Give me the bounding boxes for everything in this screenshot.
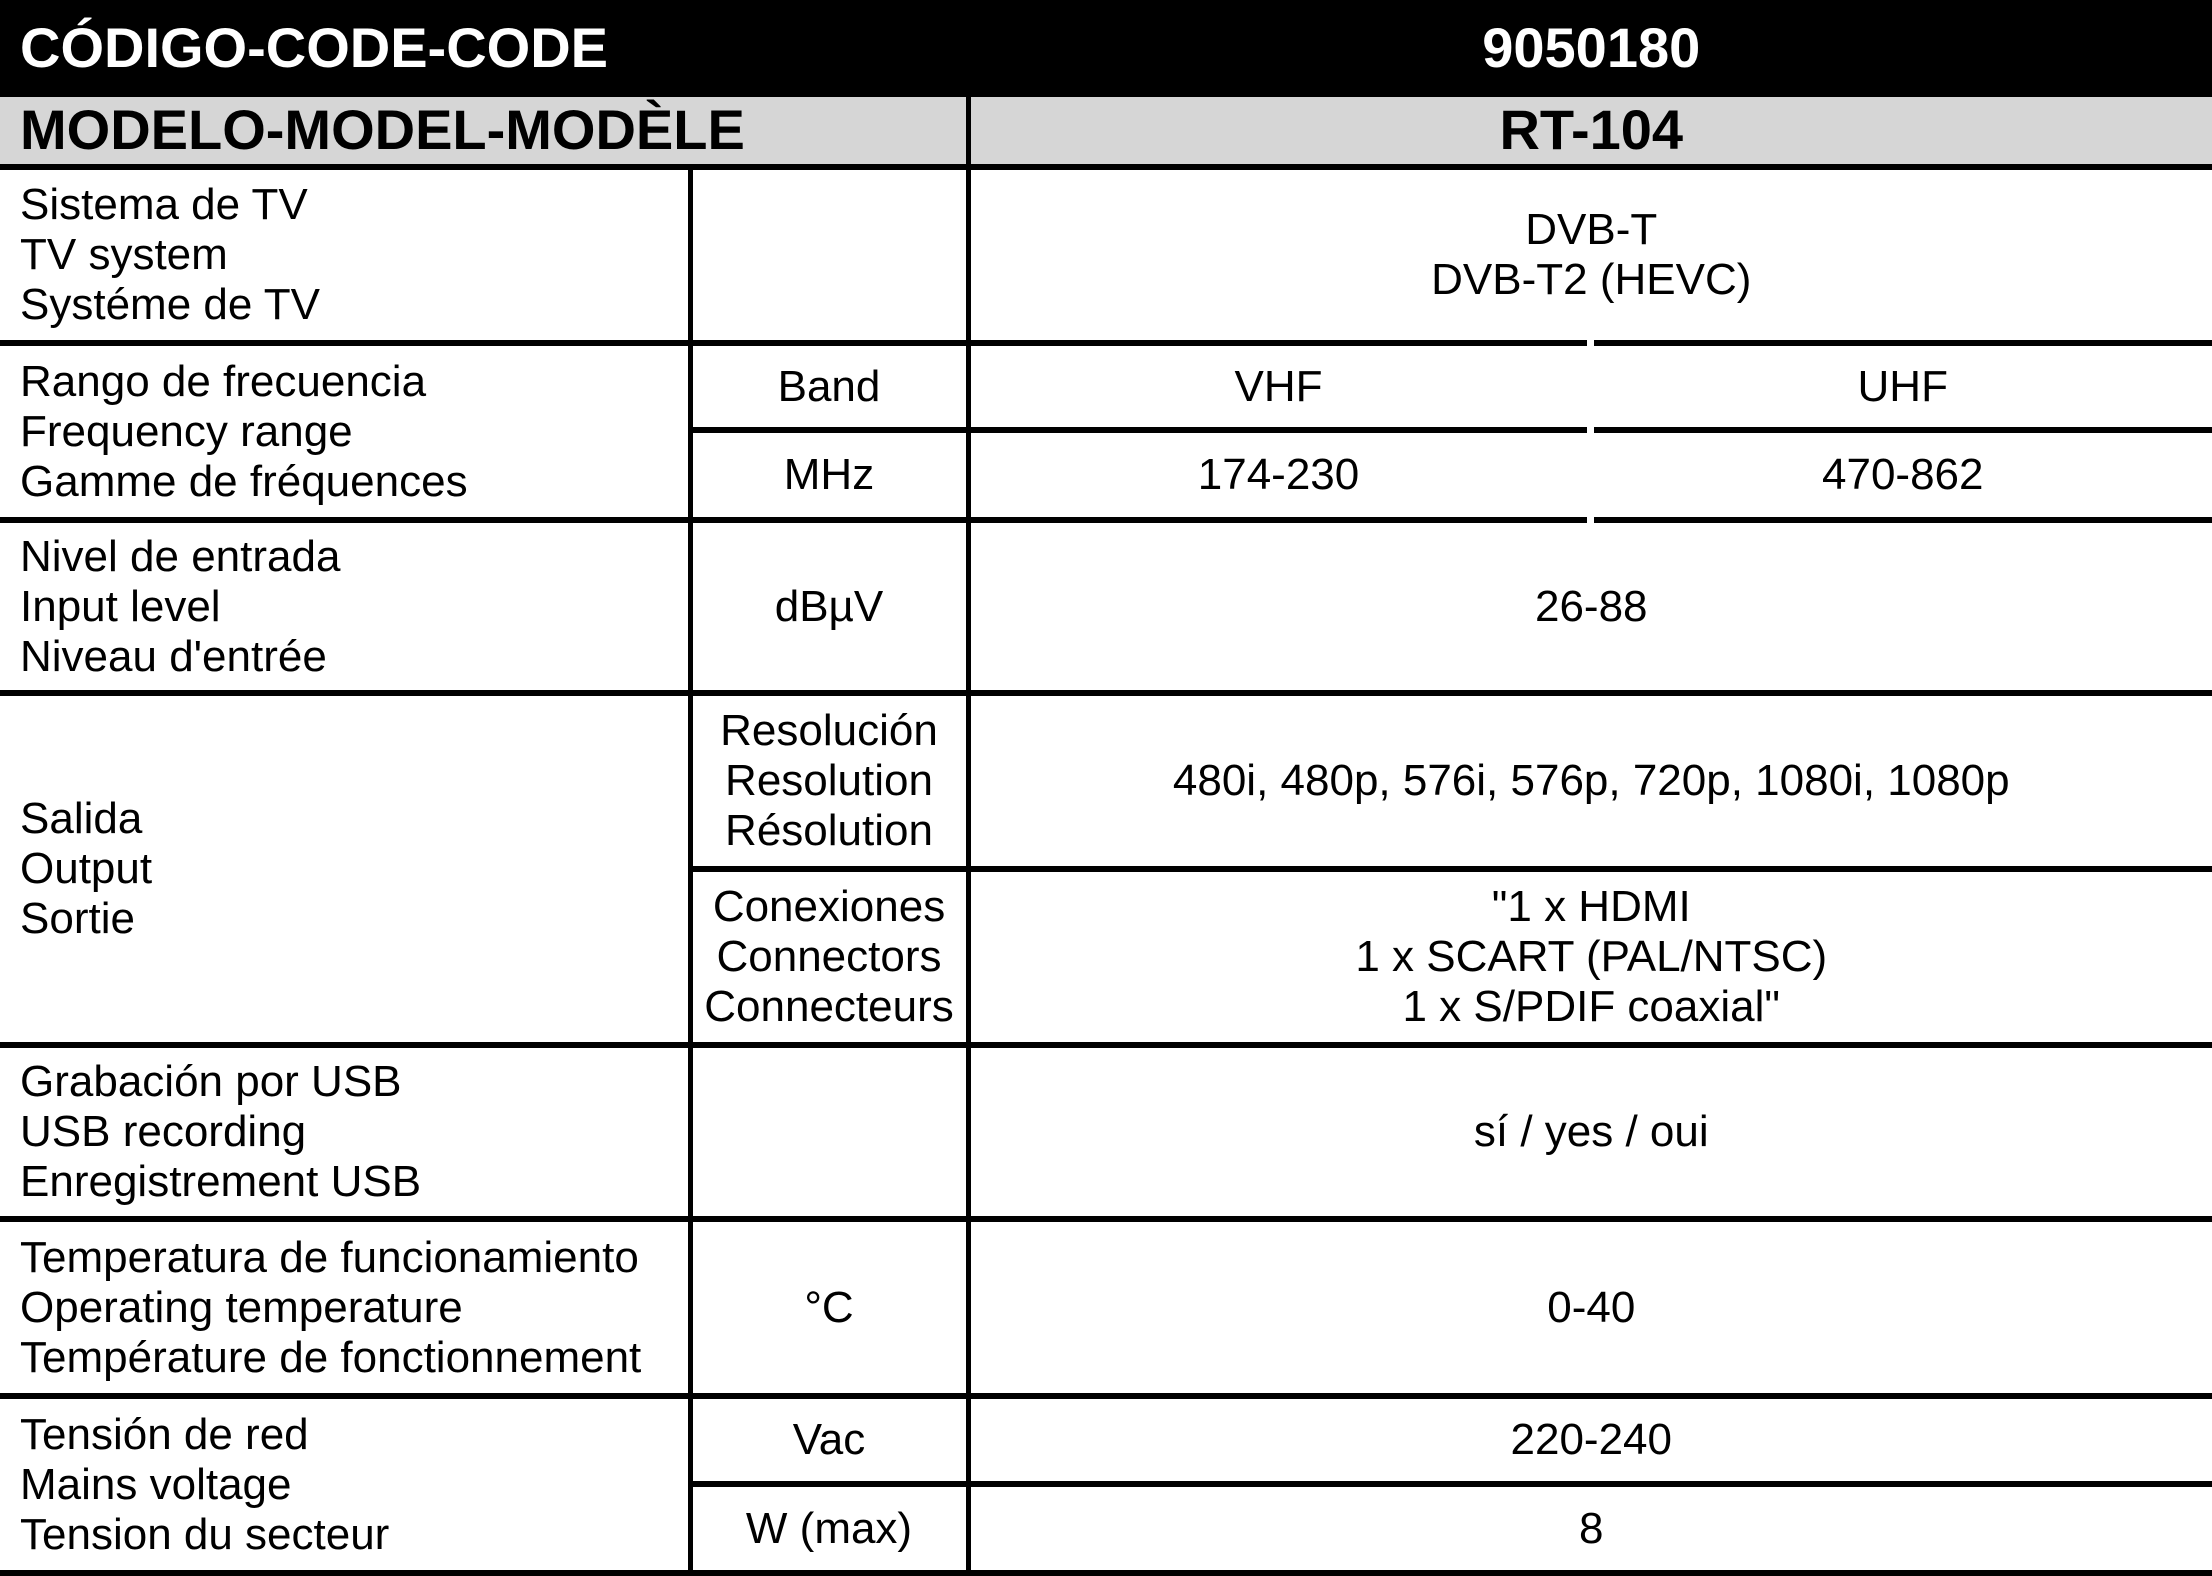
row-usb-recording: [0, 1045, 2212, 1219]
temperature-unit-cell: [690, 1219, 968, 1396]
output-label-cell: [0, 693, 690, 1045]
mhz-uhf-value: 470-862: [1594, 450, 2212, 500]
tv-system-label-es: Sistema de TV: [20, 180, 678, 230]
row-frequency-band: [0, 343, 2212, 430]
model-value: RT-104: [971, 98, 2212, 162]
connectors-value-3: 1 x S/PDIF coaxial": [971, 982, 2212, 1032]
tv-system-value-1: DVB-T: [971, 205, 2212, 255]
connectors-value-2: 1 x SCART (PAL/NTSC): [971, 932, 2212, 982]
wmax-value-cell: [968, 1484, 2212, 1573]
mhz-unit-cell: [690, 430, 968, 520]
model-value-cell: [968, 97, 2212, 167]
connectors-unit-fr: Connecteurs: [693, 982, 966, 1032]
connectors-value-cell: [968, 869, 2212, 1045]
row-code-header: [0, 0, 2212, 97]
input-level-label-es: Nivel de entrada: [20, 532, 678, 582]
tv-system-label-fr: Systéme de TV: [20, 280, 678, 330]
temperature-label-cell: [0, 1219, 690, 1396]
row-mains-voltage-vac: [0, 1396, 2212, 1484]
tv-system-value-cell: [968, 167, 2212, 343]
vac-unit: Vac: [693, 1415, 966, 1465]
code-value-cell: [968, 0, 2212, 97]
usb-recording-unit-cell: [690, 1045, 968, 1219]
resolution-value: 480i, 480p, 576i, 576p, 720p, 1080i, 1080p: [971, 756, 2212, 806]
input-level-unit: dBµV: [693, 582, 966, 632]
usb-recording-label-fr: Enregistrement USB: [20, 1157, 678, 1207]
usb-recording-label-en: USB recording: [20, 1107, 678, 1157]
row-model: [0, 97, 2212, 167]
input-level-label-en: Input level: [20, 582, 678, 632]
resolution-unit-fr: Résolution: [693, 806, 966, 856]
code-value: 9050180: [971, 16, 2212, 80]
output-label-es: Salida: [20, 794, 678, 844]
frequency-label-cell: [0, 343, 690, 520]
usb-recording-label-es: Grabación por USB: [20, 1057, 678, 1107]
band-vhf-cell: [968, 343, 1590, 430]
band-vhf: VHF: [971, 362, 1587, 412]
mhz-unit: MHz: [693, 450, 966, 500]
temperature-value: 0-40: [971, 1283, 2212, 1333]
row-tv-system: [0, 167, 2212, 343]
input-level-label-cell: [0, 520, 690, 693]
output-label-en: Output: [20, 844, 678, 894]
vac-value-cell: [968, 1396, 2212, 1484]
band-uhf-cell: [1590, 343, 2212, 430]
resolution-value-cell: [968, 693, 2212, 869]
row-output-resolution: [0, 693, 2212, 869]
temperature-label-fr: Température de fonctionnement: [20, 1333, 678, 1383]
mains-voltage-label-es: Tensión de red: [20, 1410, 678, 1460]
usb-recording-value-cell: [968, 1045, 2212, 1219]
mains-voltage-label-en: Mains voltage: [20, 1460, 678, 1510]
mhz-uhf-cell: [1590, 430, 2212, 520]
row-operating-temperature: [0, 1219, 2212, 1396]
band-unit: Band: [693, 362, 966, 412]
tv-system-value-2: DVB-T2 (HEVC): [971, 255, 2212, 305]
connectors-value-1: "1 x HDMI: [971, 882, 2212, 932]
input-level-unit-cell: [690, 520, 968, 693]
resolution-unit-cell: [690, 693, 968, 869]
tv-system-label-cell: [0, 167, 690, 343]
connectors-unit-cell: [690, 869, 968, 1045]
band-uhf: UHF: [1594, 362, 2212, 412]
row-input-level: [0, 520, 2212, 693]
frequency-label-fr: Gamme de fréquences: [20, 457, 678, 507]
wmax-unit: W (max): [693, 1504, 966, 1554]
temperature-value-cell: [968, 1219, 2212, 1396]
code-label-cell: [0, 0, 968, 97]
connectors-unit-es: Conexiones: [693, 882, 966, 932]
usb-recording-label-cell: [0, 1045, 690, 1219]
wmax-value: 8: [971, 1504, 2212, 1554]
model-label: MODELO-MODEL-MODÈLE: [20, 98, 956, 162]
usb-recording-value: sí / yes / oui: [971, 1107, 2212, 1157]
frequency-label-es: Rango de frecuencia: [20, 357, 678, 407]
frequency-label-en: Frequency range: [20, 407, 678, 457]
mhz-vhf-cell: [968, 430, 1590, 520]
model-label-cell: [0, 97, 968, 167]
mains-voltage-label-fr: Tension du secteur: [20, 1510, 678, 1560]
code-label: CÓDIGO-CODE-CODE: [20, 16, 956, 80]
mains-voltage-label-cell: [0, 1396, 690, 1573]
vac-unit-cell: [690, 1396, 968, 1484]
vac-value: 220-240: [971, 1415, 2212, 1465]
connectors-unit-en: Connectors: [693, 932, 966, 982]
resolution-unit-es: Resolución: [693, 706, 966, 756]
input-level-value-cell: [968, 520, 2212, 693]
input-level-label-fr: Niveau d'entrée: [20, 632, 678, 682]
input-level-value: 26-88: [971, 582, 2212, 632]
temperature-label-en: Operating temperature: [20, 1283, 678, 1333]
band-unit-cell: [690, 343, 968, 430]
wmax-unit-cell: [690, 1484, 968, 1573]
temperature-unit: °C: [693, 1283, 966, 1333]
tv-system-label-en: TV system: [20, 230, 678, 280]
mhz-vhf-value: 174-230: [971, 450, 1587, 500]
tv-system-unit-cell: [690, 167, 968, 343]
output-label-fr: Sortie: [20, 894, 678, 944]
resolution-unit-en: Resolution: [693, 756, 966, 806]
temperature-label-es: Temperatura de funcionamiento: [20, 1233, 678, 1283]
